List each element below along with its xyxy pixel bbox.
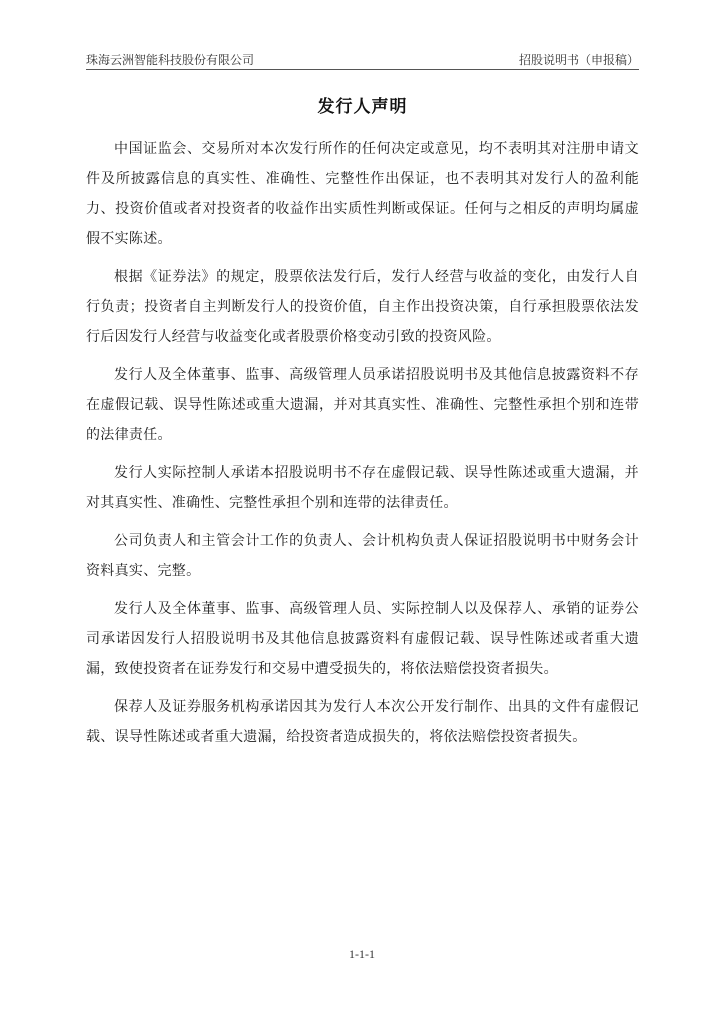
page-title: 发行人声明 bbox=[317, 97, 408, 117]
paragraph: 保荐人及证券服务机构承诺因其为发行人本次公开发行制作、出具的文件有虚假记载、误导性陈述或者重大遗漏，给投资者造成损失的，将依法赔偿投资者损失。 bbox=[86, 699, 639, 745]
paragraph: 根据《证券法》的规定，股票依法发行后，发行人经营与收益的变化，由发行人自行负责；投资者自主判断发行人的投资价值，自主作出投资决策，自行承担股票依法发行后因发行人经营与收益变化或者股票价格变动引致的投资风险。 bbox=[86, 269, 639, 345]
header-divider bbox=[86, 69, 639, 70]
page-header bbox=[86, 49, 639, 67]
declaration-body bbox=[86, 134, 639, 760]
paragraph: 发行人实际控制人承诺本招股说明书不存在虚假记载、误导性陈述或重大遗漏，并对其真实性、准确性、完整性承担个别和连带的法律责任。 bbox=[86, 465, 639, 511]
paragraph: 公司负责人和主管会计工作的负责人、会计机构负责人保证招股说明书中财务会计资料真实、完整。 bbox=[86, 533, 639, 579]
header-company-name: 珠海云洲智能科技股份有限公司 bbox=[86, 53, 255, 67]
paragraph: 中国证监会、交易所对本次发行所作的任何决定或意见，均不表明其对注册申请文件及所披露信息的真实性、准确性、完整性作出保证，也不表明其对发行人的盈利能力、投资价值或者对投资者的收益作出实质性判断或保证。任何与之相反的声明均属虚假不实陈述。 bbox=[86, 141, 639, 247]
paragraph: 发行人及全体董事、监事、高级管理人员、实际控制人以及保荐人、承销的证券公司承诺因发行人招股说明书及其他信息披露资料有虚假记载、误导性陈述或者重大遗漏，致使投资者在证券发行和交易中遭受损失的，将依法赔偿投资者损失。 bbox=[86, 601, 639, 677]
header-document-type: 招股说明书（申报稿） bbox=[518, 53, 639, 67]
page-number: 1-1-1 bbox=[349, 947, 375, 961]
paragraph: 发行人及全体董事、监事、高级管理人员承诺招股说明书及其他信息披露资料不存在虚假记载、误导性陈述或重大遗漏，并对其真实性、准确性、完整性承担个别和连带的法律责任。 bbox=[86, 367, 639, 443]
